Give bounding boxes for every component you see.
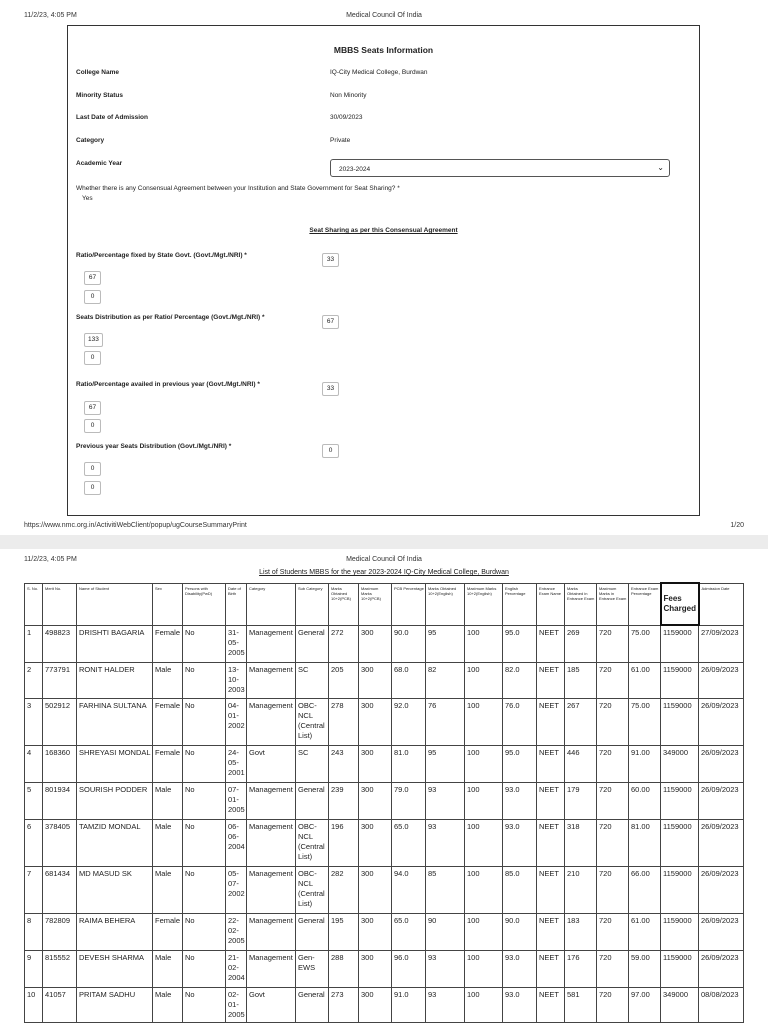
table-cell: 801934 [43,782,77,819]
table-cell: 300 [359,625,392,662]
table-cell: 1159000 [661,662,699,698]
print-site-title: Medical Council Of India [346,556,422,563]
seat-distribution-label: Seats Distribution as per Ratio/ Percentage (Govt./Mgt./NRI) * [76,314,265,321]
academic-year-selected: 2023-2024 [339,166,371,173]
table-cell: 269 [565,625,597,662]
column-header: Merit No. [43,583,77,625]
table-cell: Male [153,950,183,987]
table-cell: 97.00 [629,987,661,1022]
table-cell: 92.0 [392,698,426,745]
table-cell: 26/09/2023 [699,913,744,950]
ratio-fixed-label: Ratio/Percentage fixed by State Govt. (Govt./Mgt./NRI) * [76,252,247,259]
seat-distribution-mgt-input[interactable]: 133 [84,333,103,347]
table-cell: 300 [359,987,392,1022]
table-cell: NEET [537,625,565,662]
table-cell: 205 [329,662,359,698]
table-cell: 720 [597,625,629,662]
table-cell: 300 [359,819,392,866]
seats-info-panel [67,25,700,516]
table-cell: 1159000 [661,913,699,950]
print-datetime: 11/2/23, 4:05 PM [24,12,77,19]
print-datetime: 11/2/23, 4:05 PM [24,556,77,563]
table-cell: 22-02-2005 [226,913,247,950]
print-site-title: Medical Council Of India [346,12,422,19]
table-cell: 81.0 [392,745,426,782]
table-cell: 300 [359,782,392,819]
table-cell: NEET [537,698,565,745]
table-cell: 02-01-2005 [226,987,247,1022]
table-cell: 8 [25,913,43,950]
page-separator [0,535,768,549]
table-cell: No [183,698,226,745]
table-cell: 65.0 [392,819,426,866]
table-cell: 61.00 [629,913,661,950]
table-row [25,662,744,698]
table-cell: 95 [426,745,465,782]
table-cell: No [183,782,226,819]
table-cell: Female [153,745,183,782]
table-cell: DEVESH SHARMA [77,950,153,987]
table-cell: 27/09/2023 [699,625,744,662]
table-cell: 26/09/2023 [699,662,744,698]
table-cell: 502912 [43,698,77,745]
table-cell: RAIMA BEHERA [77,913,153,950]
table-cell: 100 [465,698,503,745]
table-cell: 378405 [43,819,77,866]
table-cell: No [183,625,226,662]
table-cell: Management [247,698,296,745]
table-cell: 61.00 [629,662,661,698]
column-header: Persons with Disability(PwD) [183,583,226,625]
table-cell: FARHINA SULTANA [77,698,153,745]
table-cell: 26/09/2023 [699,950,744,987]
table-cell: Management [247,625,296,662]
table-cell: 85.0 [503,866,537,913]
table-cell: 5 [25,782,43,819]
table-cell: 720 [597,913,629,950]
table-cell: 239 [329,782,359,819]
table-cell: NEET [537,745,565,782]
table-cell: 1159000 [661,782,699,819]
table-cell: NEET [537,819,565,866]
table-cell: 93.0 [503,782,537,819]
table-cell: 26/09/2023 [699,698,744,745]
column-header: Date of Birth [226,583,247,625]
table-cell: 9 [25,950,43,987]
table-cell: Govt [247,987,296,1022]
table-cell: Management [247,866,296,913]
table-cell: 4 [25,745,43,782]
college-name-label: College Name [76,69,119,76]
table-cell: No [183,987,226,1022]
table-cell: 76 [426,698,465,745]
table-cell: 185 [565,662,597,698]
table-cell: 94.0 [392,866,426,913]
table-cell: 93.0 [503,950,537,987]
table-cell: No [183,950,226,987]
column-header: PCB Percentage [392,583,426,625]
table-cell: 210 [565,866,597,913]
table-cell: 446 [565,745,597,782]
table-cell: 1159000 [661,698,699,745]
table-row [25,745,744,782]
table-cell: 08/08/2023 [699,987,744,1022]
table-cell: Management [247,782,296,819]
student-list-title: List of Students MBBS for the year 2023-2024 IQ-City Medical College, Burdwan [259,569,509,576]
table-cell: 1159000 [661,625,699,662]
table-cell: 782809 [43,913,77,950]
ratio-prev-label: Ratio/Percentage availed in previous year (Govt./Mgt./NRI) * [76,381,260,388]
table-cell: 24-05-2001 [226,745,247,782]
table-cell: 90.0 [392,625,426,662]
table-cell: 3 [25,698,43,745]
category-label: Category [76,137,105,144]
table-cell: No [183,866,226,913]
table-cell: General [296,625,329,662]
column-header: Sex [153,583,183,625]
table-cell: OBC-NCL (Central List) [296,698,329,745]
print-page-number: 1/20 [730,522,744,529]
column-header: Admission Date [699,583,744,625]
table-cell: 95 [426,625,465,662]
ratio-fixed-govt-input[interactable]: 33 [322,253,339,267]
table-cell: NEET [537,913,565,950]
table-cell: 93.0 [503,819,537,866]
category-value: Private [330,137,351,144]
column-header: Marks Obtained in Entrance Exam [565,583,597,625]
column-header: Maximum Marks 10+2(PCB) [359,583,392,625]
table-cell: 91.00 [629,745,661,782]
table-cell: 1159000 [661,866,699,913]
table-cell: 168360 [43,745,77,782]
seat-distribution-nri-input[interactable]: 0 [84,351,101,365]
table-cell: 267 [565,698,597,745]
table-cell: 278 [329,698,359,745]
table-cell: 581 [565,987,597,1022]
table-cell: 75.00 [629,698,661,745]
table-cell: 93.0 [503,987,537,1022]
table-cell: 196 [329,819,359,866]
column-header: English Percentage [503,583,537,625]
table-cell: OBC-NCL (Central List) [296,866,329,913]
table-cell: Male [153,782,183,819]
table-cell: 243 [329,745,359,782]
table-cell: 1159000 [661,950,699,987]
table-cell: General [296,987,329,1022]
table-cell: 1 [25,625,43,662]
table-cell: 100 [465,950,503,987]
table-row [25,625,744,662]
table-cell: NEET [537,866,565,913]
chevron-down-icon: ⌄ [657,163,664,172]
table-cell: 59.00 [629,950,661,987]
table-cell: DRISHTI BAGARIA [77,625,153,662]
table-cell: 720 [597,698,629,745]
column-header: S. No. [25,583,43,625]
minority-status-value: Non Minority [330,92,367,99]
table-cell: 93 [426,782,465,819]
table-cell: 300 [359,950,392,987]
table-cell: Female [153,698,183,745]
ratio-prev-mgt-input[interactable]: 67 [84,401,101,415]
last-admission-date-value: 30/09/2023 [330,114,363,121]
minority-status-label: Minority Status [76,92,123,99]
table-cell: 26/09/2023 [699,866,744,913]
table-cell: 04-01-2002 [226,698,247,745]
table-cell: 96.0 [392,950,426,987]
table-cell: No [183,913,226,950]
table-cell: Management [247,913,296,950]
table-cell: 349000 [661,745,699,782]
table-cell: General [296,913,329,950]
table-cell: 41057 [43,987,77,1022]
table-cell: SC [296,662,329,698]
table-cell: 07-01-2005 [226,782,247,819]
table-cell: 195 [329,913,359,950]
table-cell: 06-06-2004 [226,819,247,866]
college-name-value: IQ-City Medical College, Burdwan [330,69,428,76]
table-cell: 10 [25,987,43,1022]
table-cell: 100 [465,987,503,1022]
table-cell: 720 [597,782,629,819]
table-cell: 720 [597,950,629,987]
table-cell: No [183,662,226,698]
table-cell: 6 [25,819,43,866]
table-cell: 1159000 [661,819,699,866]
table-cell: PRITAM SADHU [77,987,153,1022]
table-cell: Male [153,662,183,698]
table-cell: Female [153,913,183,950]
table-cell: 100 [465,782,503,819]
table-cell: No [183,819,226,866]
table-cell: 720 [597,745,629,782]
table-cell: 82.0 [503,662,537,698]
agreement-answer: Yes [82,195,93,202]
table-cell: 31-05-2005 [226,625,247,662]
table-cell: 26/09/2023 [699,782,744,819]
table-row [25,913,744,950]
prev-distribution-nri-input[interactable]: 0 [84,481,101,495]
table-cell: 2 [25,662,43,698]
table-cell: 300 [359,866,392,913]
table-cell: 300 [359,913,392,950]
table-cell: SC [296,745,329,782]
prev-distribution-label: Previous year Seats Distribution (Govt./Mgt./NRI) * [76,443,232,450]
table-cell: Management [247,819,296,866]
table-cell: Management [247,950,296,987]
table-cell: 183 [565,913,597,950]
table-cell: Male [153,987,183,1022]
table-row [25,698,744,745]
table-cell: 100 [465,745,503,782]
ratio-prev-nri-input[interactable]: 0 [84,419,101,433]
table-cell: 498823 [43,625,77,662]
table-cell: OBC-NCL (Central List) [296,819,329,866]
seat-distribution-govt-input[interactable]: 67 [322,315,339,329]
table-cell: TAMZID MONDAL [77,819,153,866]
column-header: Entrance Exam Name [537,583,565,625]
table-row [25,950,744,987]
seat-sharing-section-title: Seat Sharing as per this Consensual Agreement [309,227,458,234]
table-cell: 300 [359,698,392,745]
table-cell: 273 [329,987,359,1022]
table-cell: 90 [426,913,465,950]
print-url: https://www.nmc.org.in/ActivitiWebClient/popup/ugCourseSummaryPrint [24,522,247,529]
column-header: Marks Obtained 10+2(PCB) [329,583,359,625]
table-cell: NEET [537,782,565,819]
table-row [25,987,744,1022]
table-cell: 288 [329,950,359,987]
column-header: Maximum Marks 10+2(English) [465,583,503,625]
table-cell: 60.00 [629,782,661,819]
table-cell: 349000 [661,987,699,1022]
column-header: Entrance Exam Percentage [629,583,661,625]
table-cell: 79.0 [392,782,426,819]
table-cell: Female [153,625,183,662]
table-cell: NEET [537,950,565,987]
table-cell: 720 [597,662,629,698]
table-cell: 720 [597,866,629,913]
last-admission-date-label: Last Date of Admission [76,114,148,121]
table-cell: 300 [359,745,392,782]
table-row [25,819,744,866]
table-cell: 300 [359,662,392,698]
prev-distribution-mgt-input[interactable]: 0 [84,462,101,476]
table-cell: 65.0 [392,913,426,950]
column-header: Marks Obtained 10+2(English) [426,583,465,625]
table-cell: 100 [465,819,503,866]
table-cell: 100 [465,913,503,950]
table-cell: SHREYASI MONDAL [77,745,153,782]
table-cell: 100 [465,625,503,662]
table-cell: 93 [426,819,465,866]
table-cell: 95.0 [503,745,537,782]
table-cell: 75.00 [629,625,661,662]
table-cell: 26/09/2023 [699,819,744,866]
prev-distribution-govt-input[interactable]: 0 [322,444,339,458]
table-cell: 91.0 [392,987,426,1022]
table-row [25,782,744,819]
table-cell: 272 [329,625,359,662]
table-cell: NEET [537,987,565,1022]
table-cell: 68.0 [392,662,426,698]
table-cell: 720 [597,819,629,866]
table-cell: 76.0 [503,698,537,745]
table-cell: NEET [537,662,565,698]
table-cell: 318 [565,819,597,866]
table-cell: 720 [597,987,629,1022]
table-cell: MD MASUD SK [77,866,153,913]
table-cell: 05-07-2002 [226,866,247,913]
column-header: Name of Student [77,583,153,625]
table-cell: SOURISH PODDER [77,782,153,819]
table-cell: 66.00 [629,866,661,913]
academic-year-label: Academic Year [76,160,123,167]
form-title: MBBS Seats Information [333,45,434,55]
table-cell: 100 [465,866,503,913]
table-cell: 681434 [43,866,77,913]
table-cell: Male [153,866,183,913]
table-cell: RONIT HALDER [77,662,153,698]
column-header: Sub Category [296,583,329,625]
table-cell: Male [153,819,183,866]
column-header: Category [247,583,296,625]
table-cell: 100 [465,662,503,698]
table-cell: 815552 [43,950,77,987]
students-table [24,582,744,1023]
agreement-question: Whether there is any Consensual Agreement between your Institution and State Government for Seat Sharing? * [76,185,400,192]
table-cell: 773791 [43,662,77,698]
table-cell: No [183,745,226,782]
table-cell: Management [247,662,296,698]
table-cell: 90.0 [503,913,537,950]
table-cell: 93 [426,987,465,1022]
table-cell: General [296,782,329,819]
table-cell: 13-10-2003 [226,662,247,698]
table-cell: 95.0 [503,625,537,662]
column-header: Fees Charged [661,583,699,625]
table-cell: Govt [247,745,296,782]
table-cell: 82 [426,662,465,698]
academic-year-select[interactable] [330,159,670,177]
table-cell: 85 [426,866,465,913]
table-row [25,866,744,913]
ratio-fixed-mgt-input[interactable]: 67 [84,271,101,285]
table-cell: 7 [25,866,43,913]
table-cell: 81.00 [629,819,661,866]
column-header: Maximum Marks in Entrance Exam [597,583,629,625]
ratio-prev-govt-input[interactable]: 33 [322,382,339,396]
table-cell: 282 [329,866,359,913]
table-cell: 176 [565,950,597,987]
ratio-fixed-nri-input[interactable]: 0 [84,290,101,304]
table-cell: Gen-EWS [296,950,329,987]
table-cell: 179 [565,782,597,819]
table-cell: 26/09/2023 [699,745,744,782]
table-cell: 21-02-2004 [226,950,247,987]
table-header-row [25,583,744,625]
table-cell: 93 [426,950,465,987]
